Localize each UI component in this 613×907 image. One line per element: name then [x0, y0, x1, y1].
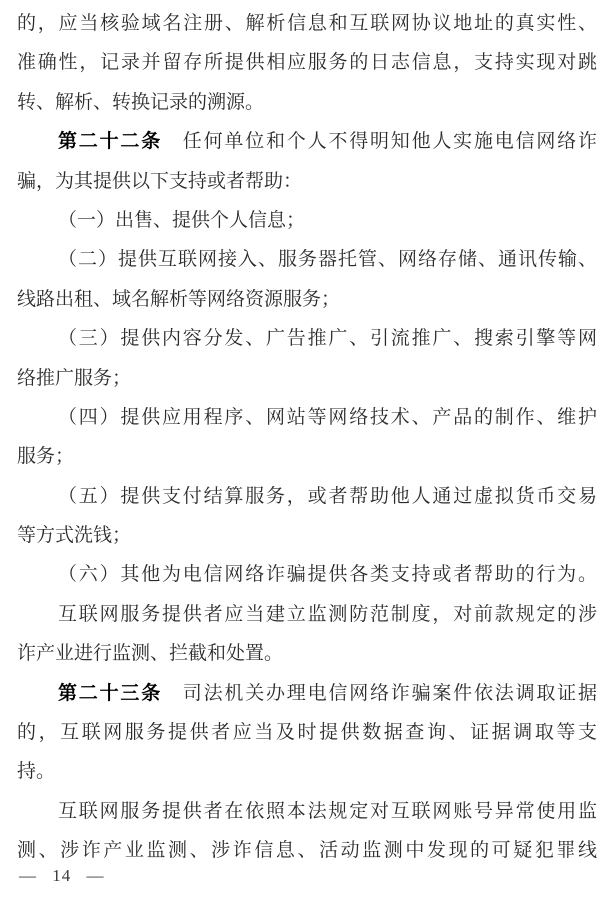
document-lines [17, 4, 597, 871]
text-line [17, 162, 597, 201]
text-line [17, 43, 597, 82]
article-number: 第二十二条 [58, 131, 162, 153]
text-segment: 的，互联网服务提供者应当及时提供数据查询、证据调取等支 [17, 722, 597, 744]
text-segment: （二）提供互联网接入、服务器托管、网络存储、通讯传输、 [58, 249, 597, 271]
text-line [17, 201, 597, 240]
text-line [17, 595, 597, 634]
text-segment: 服务； [17, 446, 75, 468]
text-line [17, 792, 597, 831]
text-line [17, 713, 597, 752]
text-segment: 转、解析、转换记录的溯源。 [17, 91, 265, 113]
text-segment: （三）提供内容分发、广告推广、引流推广、搜索引擎等网 [58, 328, 597, 350]
text-segment: 互联网服务提供者应当建立监测防范制度，对前款规定的涉 [58, 603, 597, 625]
text-segment: （六）其他为电信网络诈骗提供各类支持或者帮助的行为。 [58, 564, 597, 586]
text-line [17, 555, 597, 594]
text-segment: 互联网服务提供者在依照本法规定对互联网账号异常使用监 [58, 800, 597, 822]
text-segment: 的，应当核验域名注册、解析信息和互联网协议地址的真实性、 [17, 13, 597, 34]
text-segment: 测、涉诈产业监测、涉诈信息、活动监测中发现的可疑犯罪线 [17, 840, 597, 862]
text-line [17, 477, 597, 516]
page-number: — 14 — [19, 866, 105, 885]
text-segment: 诈产业进行监测、拦截和处置。 [17, 643, 284, 665]
text-segment: （一）出售、提供个人信息； [58, 209, 306, 231]
text-segment: 持。 [17, 761, 56, 783]
text-line [17, 398, 597, 437]
article-number: 第二十三条 [58, 682, 162, 704]
text-segment: （四）提供应用程序、网站等网络技术、产品的制作、维护 [58, 406, 597, 428]
text-line [17, 359, 597, 398]
text-segment: 骗，为其提供以下支持或者帮助： [17, 170, 303, 192]
text-line [17, 122, 597, 161]
text-line [17, 83, 597, 122]
text-line [17, 831, 597, 870]
text-line [17, 752, 597, 791]
text-line [17, 4, 597, 43]
text-segment: 任何单位和个人不得明知他人实施电信网络诈 [162, 131, 597, 153]
text-line [17, 634, 597, 673]
text-segment: 等方式洗钱； [17, 525, 132, 547]
text-line [17, 516, 597, 555]
text-line [17, 240, 597, 279]
text-line [17, 319, 597, 358]
text-line [17, 280, 597, 319]
text-segment: （五）提供支付结算服务，或者帮助他人通过虚拟货币交易 [58, 485, 597, 507]
text-line [17, 437, 597, 476]
text-segment: 络推广服务； [17, 367, 132, 389]
text-segment: 司法机关办理电信网络诈骗案件依法调取证据 [162, 682, 597, 704]
text-segment: 准确性，记录并留存所提供相应服务的日志信息，支持实现对跳 [17, 52, 597, 74]
text-segment: 线路出租、域名解析等网络资源服务； [17, 288, 341, 310]
text-line [17, 674, 597, 713]
